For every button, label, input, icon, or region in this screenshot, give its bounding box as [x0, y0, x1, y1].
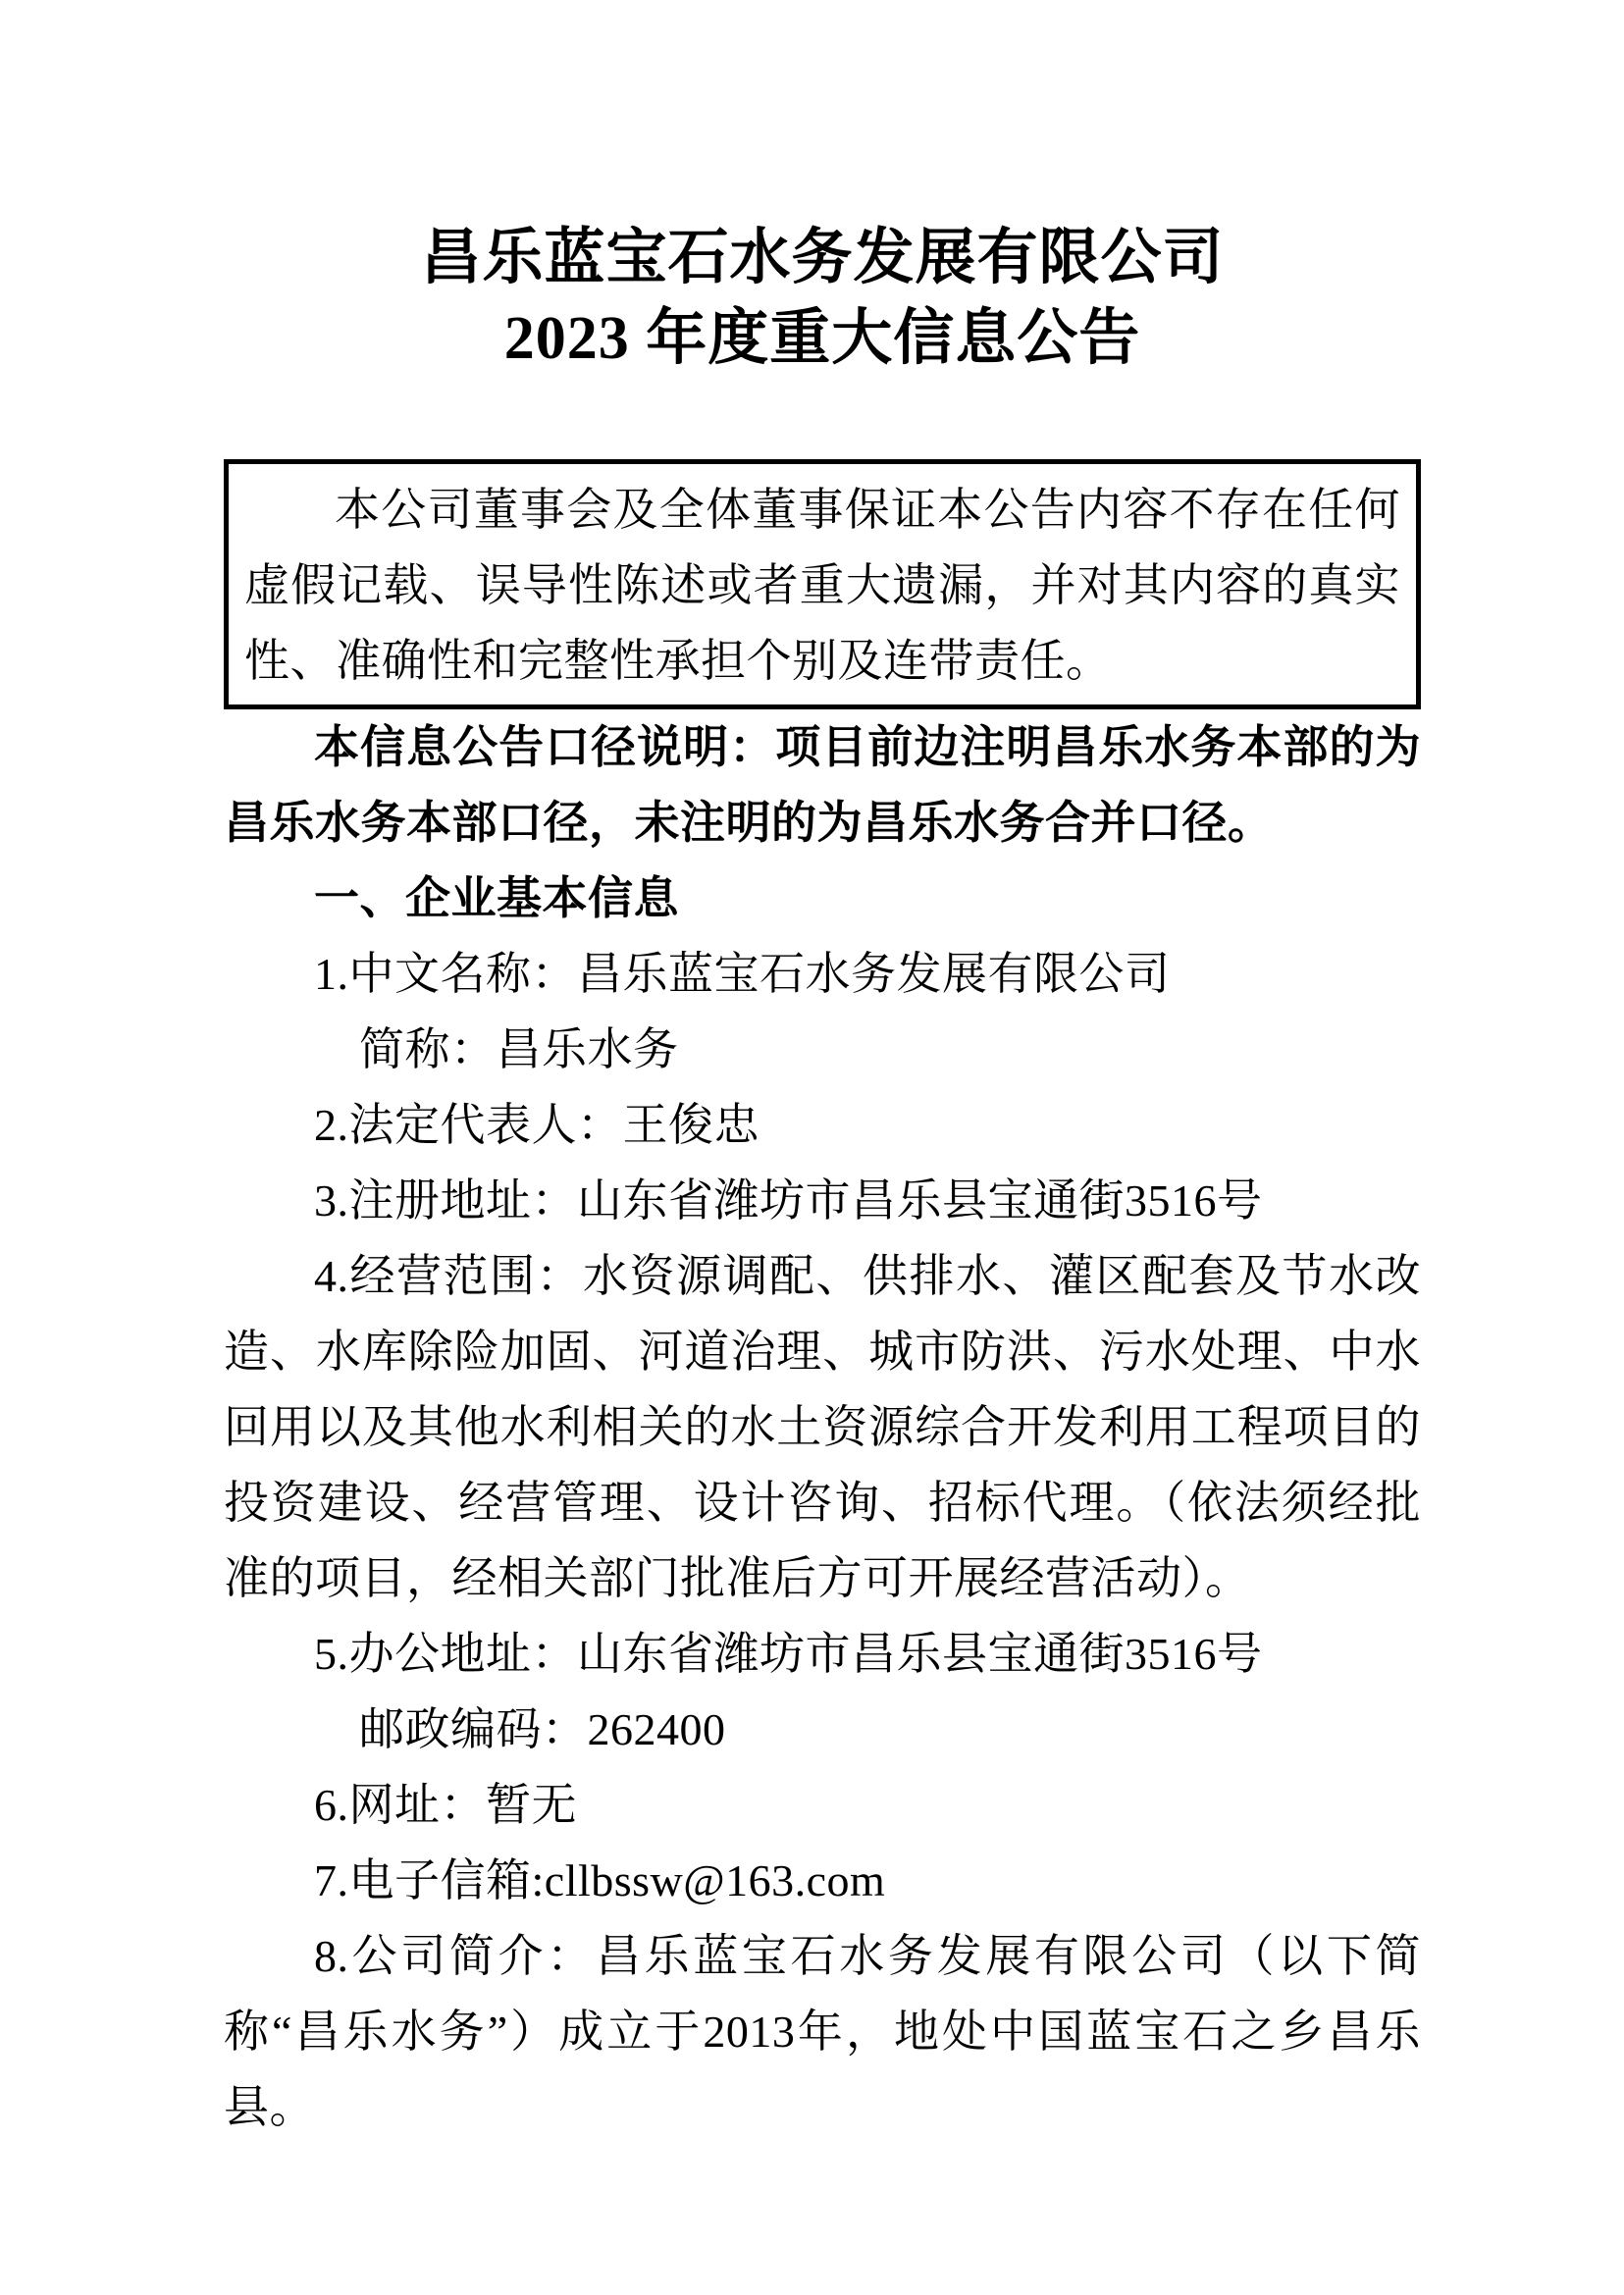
item-6-website: 6.网址：暂无 [314, 1780, 577, 1830]
item-5-postal-code: 邮政编码：262400 [359, 1704, 726, 1754]
document-title-line2: 2023 年度重大信息公告 [503, 305, 1141, 372]
scope-note: 本信息公告口径说明：项目前边注明昌乐水务本部的为昌乐水务本部口径，未注明的为昌乐水务合并口径。 [224, 722, 1421, 848]
item-2-legal-representative: 2.法定代表人：王俊忠 [314, 1100, 760, 1150]
document-content [224, 218, 1421, 2145]
disclaimer-box [224, 459, 1421, 709]
item-4-business-scope: 4.经营范围：水资源调配、供排水、灌区配套及节水改造、水库除险加固、河道治理、城市防洪、污水处理、中水回用以及其他水利相关的水土资源综合开发利用工程项目的投资建设、经营管理、设计咨询、招标代理。（依法须经批准的项目，经相关部门批准后方可开展经营活动）。 [224, 1251, 1421, 1603]
item-7-email: 7.电子信箱:cllbssw@163.com [314, 1855, 886, 1905]
section-heading-basic-info: 一、企业基本信息 [314, 873, 679, 923]
item-3-registered-address: 3.注册地址：山东省潍坊市昌乐县宝通街3516号 [314, 1175, 1263, 1226]
item-5-office-address: 5.办公地址：山东省潍坊市昌乐县宝通街3516号 [314, 1629, 1263, 1679]
item-1-short-name: 简称：昌乐水务 [359, 1024, 679, 1074]
item-1-chinese-name: 1.中文名称：昌乐蓝宝石水务发展有限公司 [314, 949, 1171, 999]
disclaimer-text: 本公司董事会及全体董事保证本公告内容不存在任何虚假记载、误导性陈述或者重大遗漏，并对其内容的真实性、准确性和完整性承担个别及连带责任。 [244, 485, 1400, 686]
item-8-company-profile: 8.公司简介：昌乐蓝宝石水务发展有限公司（以下简称“昌乐水务”）成立于2013年，地处中国蓝宝石之乡昌乐县。 [224, 1931, 1421, 2132]
document-title-line1: 昌乐蓝宝石水务发展有限公司 [420, 225, 1225, 291]
